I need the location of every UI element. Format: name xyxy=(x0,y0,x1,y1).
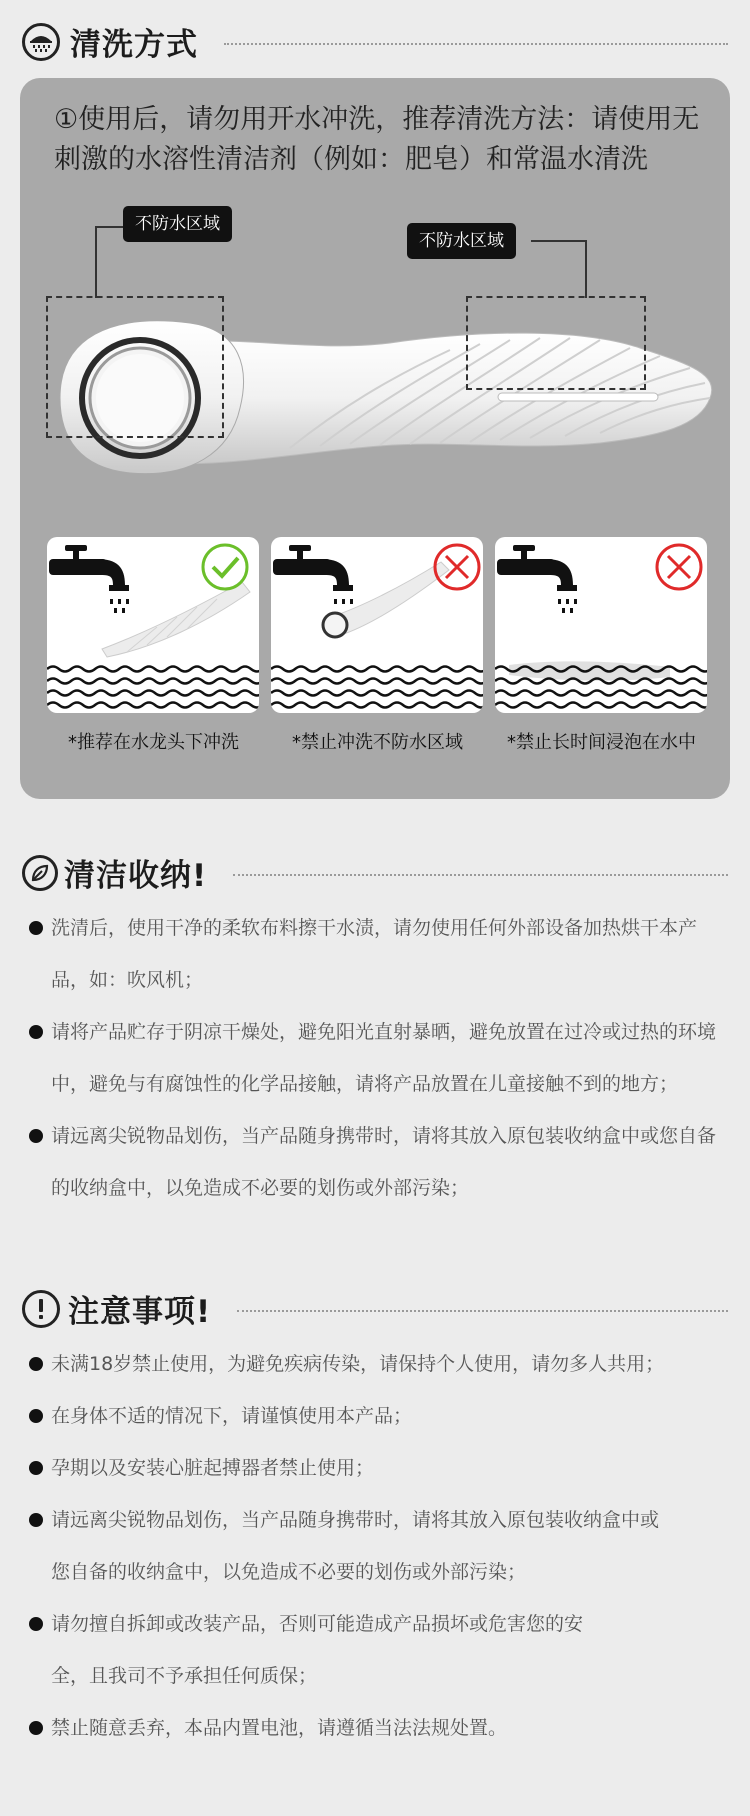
list-item: 禁止随意丢弃，本品内置电池，请遵循当法法规处置。 xyxy=(26,1702,730,1754)
leader-line xyxy=(531,240,587,242)
notice-section-header xyxy=(22,1286,728,1331)
list-item: 请远离尖锐物品划伤，当产品随身携带时，请将其放入原包装收纳盒中或您自备的收纳盒中，以免造成不必要的划伤或外部污染； xyxy=(26,1110,730,1214)
divider xyxy=(224,43,728,45)
list-item: 洗清后，使用干净的柔软布料擦干水渍，请勿使用任何外部设备加热烘干本产品，如：吹风机； xyxy=(26,902,730,1006)
list-item: 在身体不适的情况下，请谨慎使用本产品； xyxy=(26,1390,730,1442)
list-item: 请将产品贮存于阴凉干燥处，避免阳光直射暴晒，避免放置在过冷或过热的环境中，避免与有腐蚀性的化学品接触，请将产品放置在儿童接触不到的地方； xyxy=(26,1006,730,1110)
bullet-dot xyxy=(29,1721,43,1735)
panel-rinse-under-tap xyxy=(47,537,259,713)
bullet-dot xyxy=(29,1461,43,1475)
storage-title: 清洁收纳! xyxy=(64,858,208,894)
non-waterproof-area-right xyxy=(466,296,646,390)
bullet-dot xyxy=(29,1513,43,1527)
storage-list xyxy=(26,902,730,1214)
bullet-dot xyxy=(29,1357,43,1371)
notice-list xyxy=(26,1338,730,1754)
bullet-dot xyxy=(29,1617,43,1631)
leader-line xyxy=(585,240,587,298)
exclamation-icon xyxy=(22,1290,60,1328)
non-waterproof-tag-right: 不防水区域 xyxy=(407,223,516,259)
faucet-icon xyxy=(273,545,353,591)
non-waterproof-area-left xyxy=(46,296,224,438)
non-waterproof-tag-left: 不防水区域 xyxy=(123,206,232,242)
leader-line xyxy=(95,226,97,298)
bullet-dot xyxy=(29,1025,43,1039)
divider xyxy=(233,874,728,876)
panel-no-rinse-non-waterproof xyxy=(271,537,483,713)
list-item: 孕期以及安装心脏起搏器者禁止使用； xyxy=(26,1442,730,1494)
notice-title: 注意事项! xyxy=(68,1294,212,1330)
wash-section-header xyxy=(22,19,728,64)
list-item: 请勿擅自拆卸或改装产品，否则可能造成产品损坏或危害您的安全，且我司不予承担任何质保； xyxy=(26,1598,730,1702)
list-item: 未满18岁禁止使用，为避免疾病传染，请保持个人使用，请勿多人共用； xyxy=(26,1338,730,1390)
check-icon xyxy=(203,545,247,589)
leaf-icon xyxy=(22,855,58,891)
bullet-dot xyxy=(29,1409,43,1423)
wash-card xyxy=(20,78,730,799)
list-item: 请远离尖锐物品划伤，当产品随身携带时，请将其放入原包装收纳盒中或您自备的收纳盒中，以免造成不必要的划伤或外部污染； xyxy=(26,1494,730,1598)
caption-no-rinse-non-waterproof: *禁止冲洗不防水区域 xyxy=(292,732,463,753)
storage-section-header xyxy=(22,850,728,895)
faucet-icon xyxy=(49,545,129,591)
wash-intro: ①使用后，请勿用开水冲洗，推荐清洗方法：请使用无刺激的水溶性清洁剂（例如：肥皂）和常温水清洗 xyxy=(54,104,700,175)
bullet-dot xyxy=(29,1129,43,1143)
caption-no-soak: *禁止长时间浸泡在水中 xyxy=(507,732,696,753)
wash-title: 清洗方式 xyxy=(70,27,198,63)
bullet-dot xyxy=(29,921,43,935)
panel-no-soak xyxy=(495,537,707,713)
faucet-icon xyxy=(497,545,577,591)
shower-icon xyxy=(22,23,60,61)
divider xyxy=(237,1310,728,1312)
leader-line xyxy=(95,226,123,228)
caption-rinse-under-tap: *推荐在水龙头下冲洗 xyxy=(68,732,239,753)
